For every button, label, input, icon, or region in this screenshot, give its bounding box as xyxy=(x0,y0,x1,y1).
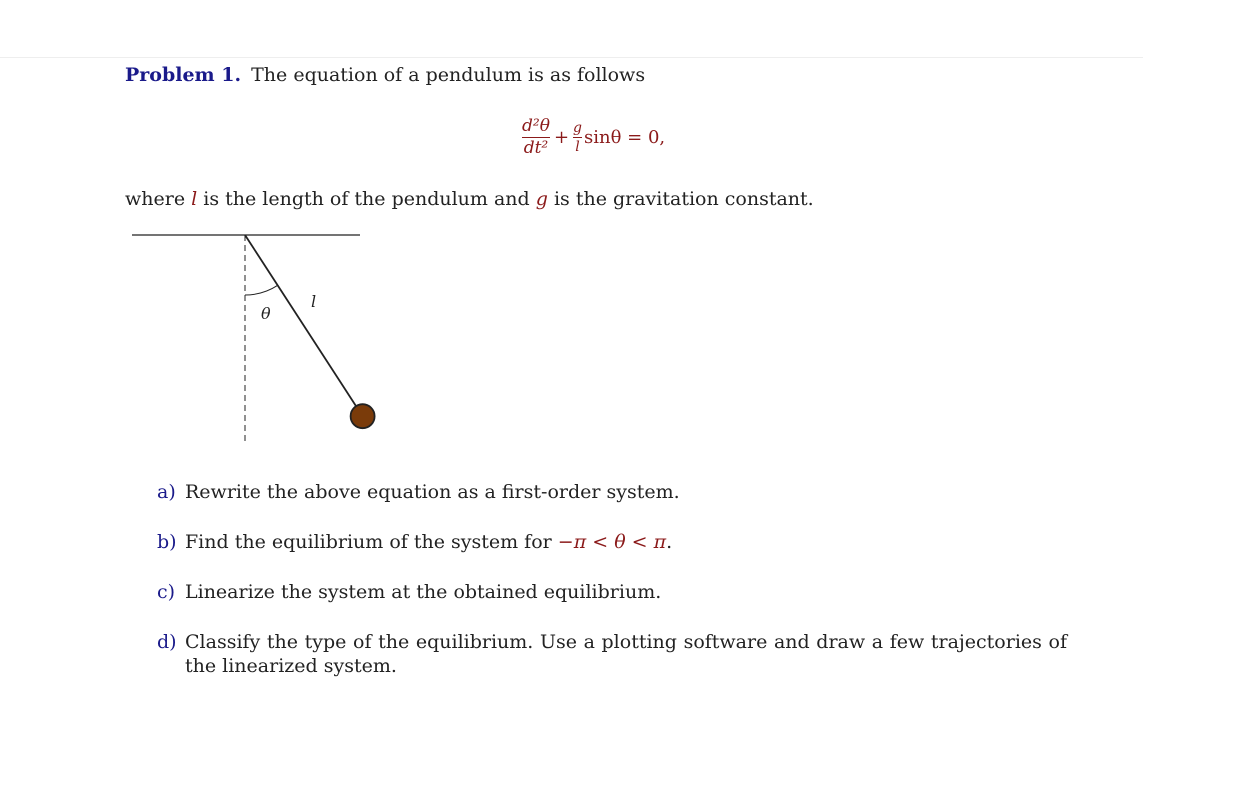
item-text-end: . xyxy=(666,531,673,553)
var-l: l xyxy=(191,188,198,210)
question-list xyxy=(157,480,1067,704)
list-item xyxy=(157,630,1067,678)
theta-label: θ xyxy=(261,304,271,323)
where-text-3: is the gravitation constant. xyxy=(547,188,814,210)
var-g: g xyxy=(535,188,548,210)
item-label: b) xyxy=(157,531,177,553)
page-top-border xyxy=(0,57,1143,58)
fraction-denominator: dt² xyxy=(523,137,549,158)
length-label: l xyxy=(311,292,317,311)
equation-tail: sinθ = 0, xyxy=(584,126,666,148)
item-text xyxy=(185,530,1067,554)
pendulum-bob xyxy=(351,404,375,428)
where-text-1: where xyxy=(125,188,192,210)
item-label: d) xyxy=(157,631,177,653)
variable-definition xyxy=(125,186,814,212)
second-derivative-fraction xyxy=(520,115,552,158)
pendulum-equation xyxy=(520,112,665,162)
item-math: −π < θ < π xyxy=(557,531,667,553)
pendulum-rod xyxy=(245,235,363,416)
plus-sign: + xyxy=(553,126,570,148)
fraction-numerator: d²θ xyxy=(522,115,550,136)
problem-intro: The equation of a pendulum is as follows xyxy=(251,64,646,86)
g-over-l-fraction xyxy=(571,121,584,154)
item-text: Linearize the system at the obtained equilibrium. xyxy=(185,581,662,603)
fraction-numerator: g xyxy=(573,119,582,136)
list-item xyxy=(157,480,1067,504)
item-text: Rewrite the above equation as a first-order system. xyxy=(185,481,680,503)
problem-label: Problem 1. xyxy=(125,64,242,86)
list-item xyxy=(157,530,1067,554)
where-text-2: is the length of the pendulum and xyxy=(197,188,536,210)
item-text-main: Find the equilibrium of the system for xyxy=(185,531,558,553)
fraction-denominator: l xyxy=(575,138,580,155)
problem-heading xyxy=(125,62,645,88)
item-label: c) xyxy=(157,581,176,603)
angle-arc xyxy=(245,285,278,295)
pendulum-diagram xyxy=(120,225,390,450)
item-text: Classify the type of the equilibrium. Use a plotting software and draw a few trajectories of the linearized system. xyxy=(185,631,1067,677)
item-label: a) xyxy=(157,481,176,503)
list-item xyxy=(157,580,1067,604)
